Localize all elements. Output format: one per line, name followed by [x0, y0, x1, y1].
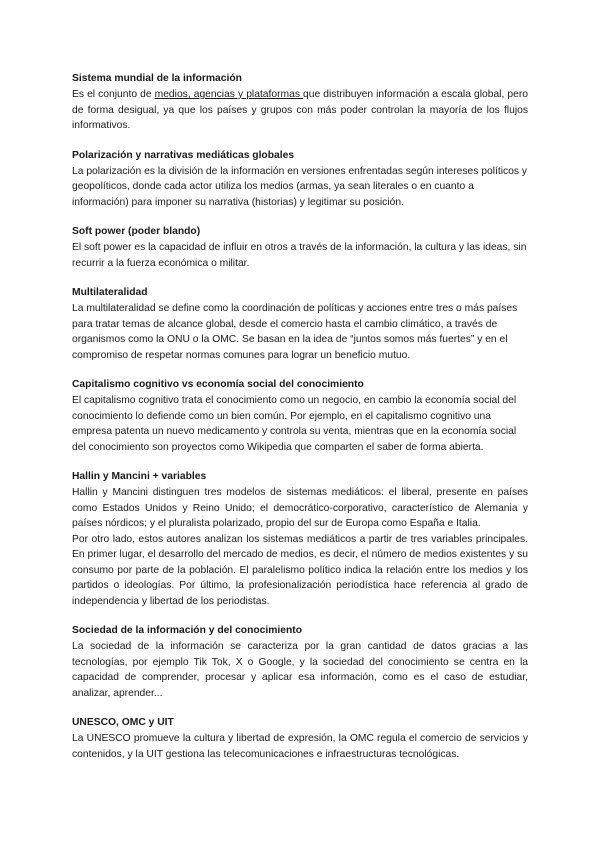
section-multilateralidad — [72, 286, 528, 363]
section-hallin-mancini — [72, 470, 528, 609]
section-paragraph: El capitalismo cognitivo trata el conocimiento como un negocio, en cambio la economía social del conocimiento lo defiende como un bien común. Por ejemplo, en el capitalismo cognitivo una empresa patenta un nuevo medicamento y controla su venta, mientras que en la economía social del conocimiento son proyectos como Wikipedia que comparten el saber de forma abierta. — [72, 395, 517, 453]
section-paragraph: La sociedad de la información se caracteriza por la gran cantidad de datos gracias a las tecnologías, por ejemplo Tik Tok, X o Google, y la sociedad del conocimiento se centra en la capacidad de comprender, procesar y aplicar esa información, como es el caso de estudiar, analizar, aprender... — [72, 641, 528, 699]
section-paragraph: El soft power es la capacidad de influir en otros a través de la información, la cultura y las ideas, sin recurrir a la fuerza económica o militar. — [72, 242, 527, 269]
section-polarizacion — [72, 149, 528, 211]
section-soft-power — [72, 225, 528, 271]
section-heading: Sociedad de la información y del conocimiento — [72, 625, 303, 636]
underlined-link[interactable]: medios, agencias y plataformas — [154, 89, 304, 100]
section-heading: Polarización y narrativas mediáticas globales — [72, 149, 295, 161]
paragraph-text: Es el conjunto de — [72, 89, 155, 100]
section-paragraph — [72, 87, 528, 134]
section-heading: Multilateralidad — [72, 287, 148, 298]
section-paragraph: La UNESCO promueve la cultura y libertad de expresión, la OMC regula el comercio de servicios y contenidos, y la UIT gestiona las telecomunicaciones e infraestructuras tecnológicas. — [72, 733, 528, 760]
section-heading: Sistema mundial de la información — [72, 73, 242, 84]
section-heading: Capitalismo cognitivo vs economía social del conocimiento — [72, 379, 364, 390]
section-paragraph: Hallin y Mancini distinguen tres modelos de sistemas mediáticos: el liberal, presente en países como Estados Unidos y Reino Unido; el democrático-corporativo, característico de Alemania y países nórdicos; y el pluralista polarizado, propio del sur de Europa como España e Italia. — [72, 487, 528, 529]
section-heading: Soft power (poder blando) — [72, 226, 201, 237]
section-sistema-mundial — [72, 72, 528, 134]
section-capitalismo-cognitivo — [72, 378, 528, 455]
document-page — [72, 72, 528, 777]
section-unesco-omc-uit — [72, 716, 528, 762]
section-paragraph-2: Por otro lado, estos autores analizan los sistemas mediáticos a partir de tres variables principales. En primer lugar, el desarrollo del mercado de medios, es decir, el número de medios existentes y su consumo por parte de la población. El paralelismo político indica la relación entre los medios y los partidos o ideologías. Por último, la profesionalización periodística hace referencia al grado de independencia y libertad de los periodistas. — [72, 533, 528, 607]
paragraph-text: que distribuyen información a escala global, pero de forma desigual, ya que los países y grupos con más poder controlan la mayoría de los flujos informativos. — [72, 89, 528, 131]
section-sociedad-informacion — [72, 624, 528, 701]
section-paragraph: La multilateralidad se define como la coordinación de políticas y acciones entre tres o más países para tratar temas de alcance global, desde el comercio hasta el cambio climático, a través de organismos como la ONU o la OMC. Se basan en la idea de “juntos somos más fuertes” y en el compromiso de respetar normas comunes para lograr un beneficio mutuo. — [72, 303, 518, 361]
section-paragraph: La polarización es la división de la información en versiones enfrentadas según intereses políticos y geopolíticos, donde cada actor utiliza los medios (armas, ya sean literales o en cuanto a información) para imponer su narrativa (historias) y legitimar su posición. — [72, 165, 528, 208]
section-heading: Hallin y Mancini + variables — [72, 471, 207, 482]
section-heading: UNESCO, OMC y UIT — [72, 717, 174, 728]
